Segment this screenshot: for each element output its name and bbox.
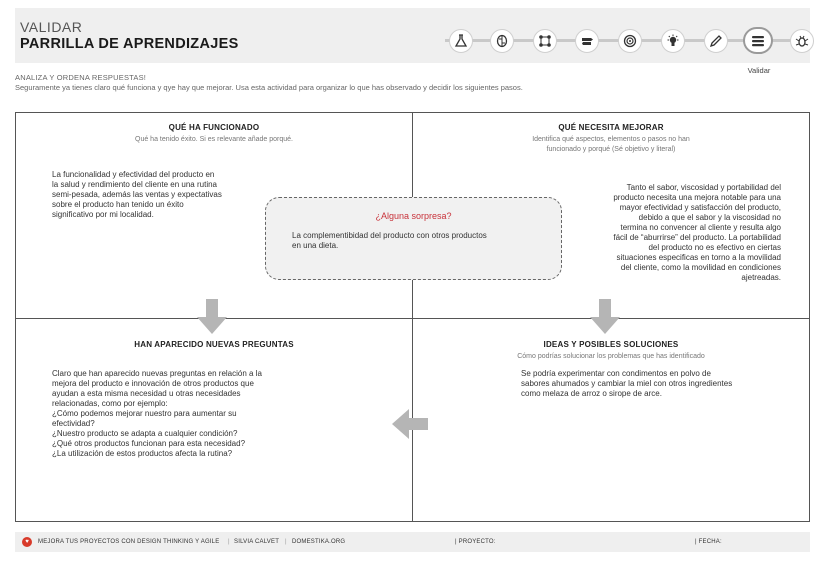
footer-project-label: | PROYECTO: (455, 539, 496, 545)
text-line: ayudan a esta misma necesidad u otras necesidades (52, 389, 241, 398)
step-bug[interactable] (790, 29, 814, 53)
questions-title: HAN APARECIDO NUEVAS PREGUNTAS (134, 340, 294, 349)
text-line: Se podría experimentar con condimentos en polvo de (521, 369, 711, 378)
header-banner (15, 8, 810, 75)
text-line: debido a que el sabor y la viscosidad no (638, 213, 781, 222)
intro-description: Seguramente ya tienes claro qué funciona y qye hay que mejorar. Usa esta actividad para organizar lo que has observado y decidir los siguientes pasos. (15, 83, 523, 92)
text-line: situaciones especificas en torno a la movilidad (616, 253, 781, 262)
arrow-down-left-icon (196, 299, 228, 335)
text-line: ¿Nuestro producto se adapta a cualquier condición? (52, 429, 238, 438)
step-lightbulb[interactable] (661, 29, 685, 53)
text-line: en una dieta. (292, 241, 339, 250)
bug-icon (795, 34, 809, 48)
intro-heading: ANALIZA Y ORDENA RESPUESTAS! (15, 73, 147, 82)
target-icon (623, 34, 637, 48)
text-line: termina no convencer al cliente y resulta algo (620, 223, 781, 232)
signpost-icon (580, 34, 594, 48)
text-line: Tanto el sabor, viscosidad y portabilidad del (626, 183, 781, 192)
section-kicker: VALIDAR (20, 19, 83, 35)
improve-title: QUÉ NECESITA MEJORAR (558, 123, 664, 132)
ideas-text (521, 369, 791, 399)
progress-steps (433, 18, 805, 75)
text-line: Claro que han aparecido nuevas preguntas en relación a la (52, 369, 262, 378)
text-line: producto necesita una mejora notable para una (613, 193, 781, 202)
step-flask[interactable] (449, 29, 473, 53)
footer-separator: | (285, 539, 287, 545)
footer-date-label: | FECHA: (695, 539, 722, 545)
footer-bar (15, 532, 810, 552)
footer-tagline: MEJORA TUS PROYECTOS CON DESIGN THINKING Y AGILE (38, 539, 220, 545)
text-line: fácil de “aburrirse” del producto. La portabilidad (613, 233, 781, 242)
text-line: mayor efectividad y satisfacción del producto, (619, 203, 781, 212)
brain-icon (495, 34, 509, 48)
text-line: sabores ahumados y cambiar la miel con otros ingredientes (521, 379, 733, 388)
text-line: ajetreadas. (741, 273, 781, 282)
questions-text (52, 369, 382, 459)
flask-icon (454, 34, 468, 48)
worked-title: QUÉ HA FUNCIONADO (168, 123, 260, 132)
step-checklist[interactable] (743, 27, 773, 54)
text-line: sobre el producto han tenido un éxito (52, 200, 184, 209)
network-icon (538, 34, 552, 48)
ideas-title: IDEAS Y POSIBLES SOLUCIONES (543, 340, 679, 349)
text-line: del cliente, como la movilidad en condiciones (620, 263, 781, 272)
step-network[interactable] (533, 29, 557, 53)
worked-subtitle: Qué ha tenido éxito. Si es relevante añade porqué. (135, 136, 293, 143)
text-line: como melaza de arroz o sirope de arce. (521, 389, 662, 398)
text-line: ¿Qué otros productos funcionan para esta necesidad? (52, 439, 246, 448)
step-pencil[interactable] (704, 29, 728, 53)
text-line: semi-pesada, además las ventas y expectativas (52, 190, 222, 199)
text-line: efectividad? (52, 419, 95, 428)
surprise-title: ¿Alguna sorpresa? (375, 211, 452, 221)
lightbulb-icon (666, 34, 680, 48)
footer-site[interactable]: DOMESTIKA.ORG (292, 539, 346, 545)
grid-divider-vertical (412, 113, 413, 521)
ideas-subtitle: Cómo podrías solucionar los problemas que has identificado (517, 353, 705, 360)
footer-separator: | (228, 539, 230, 545)
learning-grid (15, 112, 810, 522)
text-line: ¿La utilización de estos productos afecta la rutina? (52, 449, 233, 458)
improve-subtitle (413, 135, 809, 154)
active-step-label: Validar (747, 66, 771, 75)
subtitle-line: funcionado y porqué (Sé objetivo y literal) (546, 145, 676, 153)
checklist-icon (749, 34, 767, 48)
text-line: mejora del producto e innovación de otros productos que (52, 379, 254, 388)
text-line: significativo por mi localidad. (52, 210, 154, 219)
subtitle-line: Identifica qué aspectos, elementos o pasos no han (532, 136, 690, 143)
step-signpost[interactable] (575, 29, 599, 53)
arrow-left-icon (392, 409, 428, 439)
text-line: La funcionalidad y efectividad del producto en (52, 170, 215, 179)
text-line: ¿Cómo podemos mejorar nuestro para aumentar su (52, 409, 237, 418)
grid-divider-horizontal (16, 318, 809, 319)
step-brain[interactable] (490, 29, 514, 53)
surprise-text (292, 231, 542, 251)
step-target[interactable] (618, 29, 642, 53)
surprise-box (265, 197, 562, 280)
page-title: PARRILLA DE APRENDIZAJES (20, 36, 239, 52)
pencil-icon (709, 34, 723, 48)
text-line: del producto no es efectivo en ciertas (648, 243, 781, 252)
text-line: la salud y rendimiento del cliente en una rutina (52, 180, 217, 189)
text-line: relacionadas, como por ejemplo: (52, 399, 168, 408)
text-line: La complementibidad del producto con otros productos (292, 231, 487, 240)
footer-author: SILVIA CALVET (234, 539, 280, 545)
arrow-down-right-icon (589, 299, 621, 335)
domestika-logo-icon: ♥ (22, 537, 32, 547)
